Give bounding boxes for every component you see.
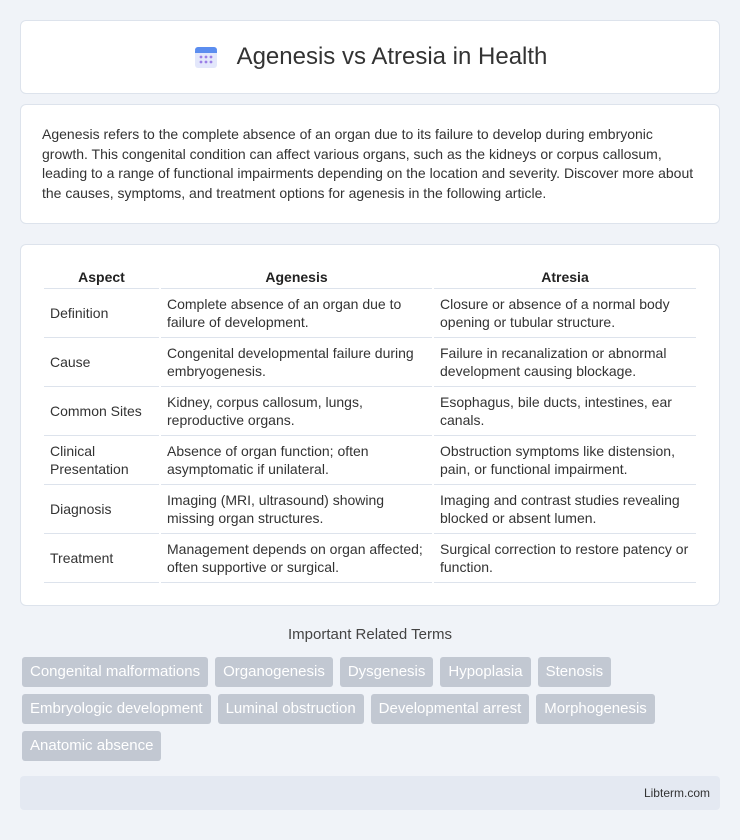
cell-aspect: Clinical Presentation [44, 436, 159, 485]
comparison-card [20, 244, 720, 606]
cell-aspect: Cause [44, 338, 159, 387]
term-chip[interactable]: Dysgenesis [340, 657, 434, 687]
table-row [44, 534, 696, 583]
cell-aspect: Common Sites [44, 387, 159, 436]
cell-atresia: Esophagus, bile ducts, intestines, ear canals. [434, 387, 696, 436]
term-chip[interactable]: Hypoplasia [440, 657, 530, 687]
cell-agenesis: Imaging (MRI, ultrasound) showing missing organ structures. [161, 485, 432, 534]
term-chip[interactable]: Morphogenesis [536, 694, 655, 724]
term-chip[interactable]: Stenosis [538, 657, 612, 687]
cell-agenesis: Management depends on organ affected; often supportive or surgical. [161, 534, 432, 583]
term-chip[interactable]: Luminal obstruction [218, 694, 364, 724]
footer-site-link[interactable]: Libterm.com [643, 786, 710, 800]
footer [20, 776, 720, 810]
table-row [44, 436, 696, 485]
header-aspect: Aspect [44, 263, 159, 289]
related-terms-title: Important Related Terms [288, 626, 452, 643]
cell-agenesis: Congenital developmental failure during embryogenesis. [161, 338, 432, 387]
table-row [44, 338, 696, 387]
term-chip[interactable]: Embryologic development [22, 694, 211, 724]
cell-atresia: Obstruction symptoms like distension, pain, or functional impairment. [434, 436, 696, 485]
header-agenesis: Agenesis [161, 263, 432, 289]
term-chip[interactable]: Congenital malformations [22, 657, 208, 687]
cell-atresia: Surgical correction to restore patency or function. [434, 534, 696, 583]
header-card [20, 20, 720, 94]
cell-atresia: Imaging and contrast studies revealing blocked or absent lumen. [434, 485, 696, 534]
related-terms-list [22, 657, 722, 761]
intro-card [20, 104, 720, 224]
cell-aspect: Treatment [44, 534, 159, 583]
term-chip[interactable]: Developmental arrest [371, 694, 530, 724]
cell-agenesis: Kidney, corpus callosum, lungs, reproductive organs. [161, 387, 432, 436]
term-chip[interactable]: Organogenesis [215, 657, 333, 687]
table-row [44, 485, 696, 534]
title-wrap [193, 43, 548, 71]
table-row [44, 387, 696, 436]
intro-text: Agenesis refers to the complete absence of an organ due to its failure to develop during embryonic growth. This congenital condition can affect various organs, such as the kidneys or corpus callosum, leading to a range of functional impairments depending on the location and severity. Discover more about the causes, symptoms, and treatment options for agenesis in the following article. [42, 126, 694, 201]
comparison-table [42, 263, 698, 583]
cell-atresia: Failure in recanalization or abnormal development causing blockage. [434, 338, 696, 387]
table-row [44, 289, 696, 338]
cell-aspect: Definition [44, 289, 159, 338]
term-chip[interactable]: Anatomic absence [22, 731, 161, 761]
table-header-row [44, 263, 696, 289]
cell-aspect: Diagnosis [44, 485, 159, 534]
cell-atresia: Closure or absence of a normal body opening or tubular structure. [434, 289, 696, 338]
header-atresia: Atresia [434, 263, 696, 289]
cell-agenesis: Complete absence of an organ due to failure of development. [161, 289, 432, 338]
calendar-icon [193, 44, 219, 70]
cell-agenesis: Absence of organ function; often asymptomatic if unilateral. [161, 436, 432, 485]
page-title: Agenesis vs Atresia in Health [236, 43, 548, 70]
